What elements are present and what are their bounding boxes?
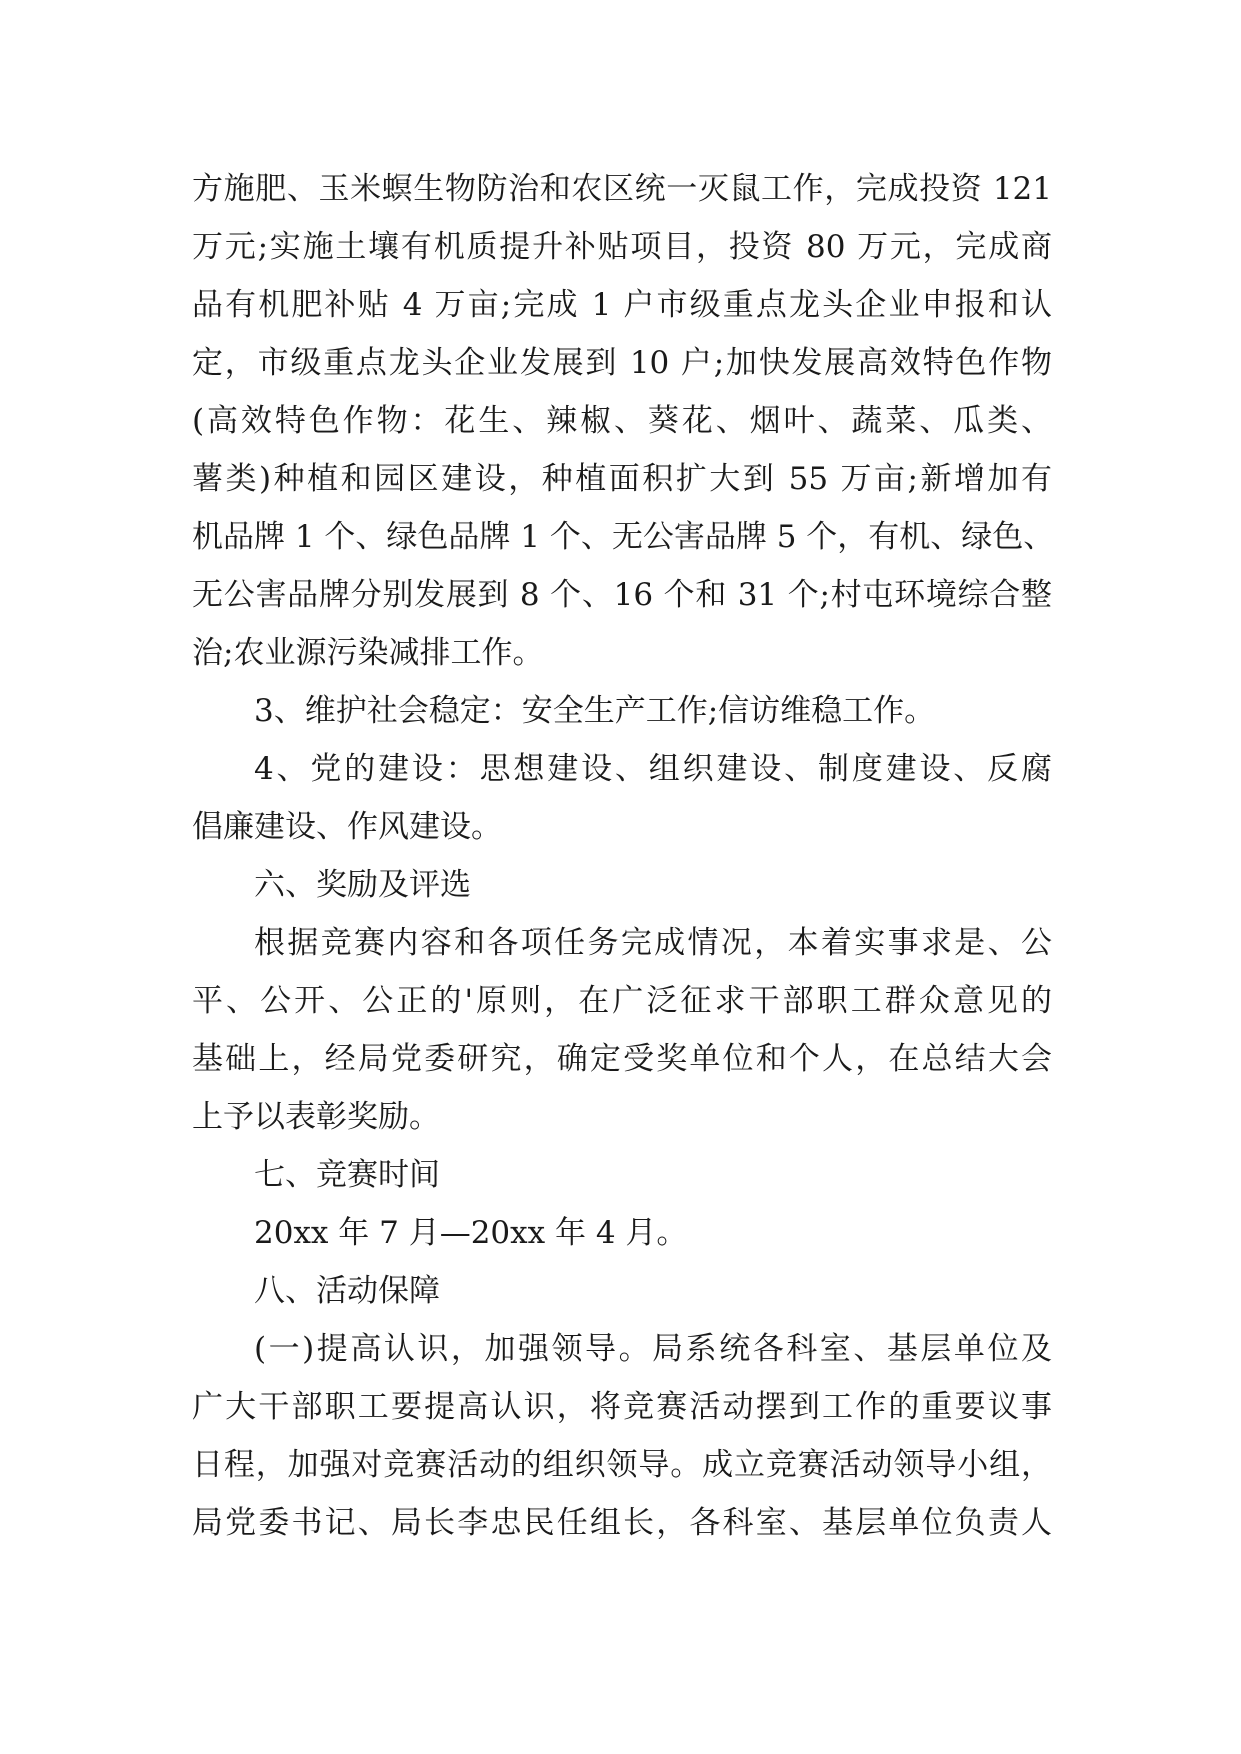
text-line: 方施肥、玉米螟生物防治和农区统一灭鼠工作，完成投资 121 [192,171,1052,207]
text-line: 根据竞赛内容和各项任务完成情况，本着实事求是、公 [254,925,1052,961]
paragraph-heading: 4、党的建设：思想建设、组织建设、制度建设、反腐 [254,751,1052,787]
text-line: 薯类)种植和园区建设，种植面积扩大到 55 万亩;新增加有 [192,461,1052,497]
text-line: 平、公开、公正的'原则，在广泛征求干部职工群众意见的 [192,983,1052,1019]
text-line: 日程，加强对竞赛活动的组织领导。成立竞赛活动领导小组， [192,1447,1052,1483]
text-line: 广大干部职工要提高认识，将竞赛活动摆到工作的重要议事 [192,1389,1052,1425]
text-line: 局党委书记、局长李忠民任组长，各科室、基层单位负责人 [192,1505,1052,1541]
text-line: 机品牌 1 个、绿色品牌 1 个、无公害品牌 5 个，有机、绿色、 [192,519,1055,555]
text-line: (一)提高认识，加强领导。局系统各科室、基层单位及 [254,1331,1052,1367]
text-line: 治;农业源污染减排工作。 [192,635,544,671]
text-line: 上予以表彰奖励。 [192,1099,440,1135]
text-line: 20xx 年 7 月—20xx 年 4 月。 [254,1215,688,1251]
section-heading: 六、奖励及评选 [254,867,471,903]
text-line: (高效特色作物：花生、辣椒、葵花、烟叶、蔬菜、瓜类、 [192,403,1052,439]
text-line: 万元;实施土壤有机质提升补贴项目，投资 80 万元，完成商 [192,229,1052,265]
section-heading: 八、活动保障 [254,1273,440,1309]
paragraph-heading: 3、维护社会稳定：安全生产工作;信访维稳工作。 [254,693,936,729]
text-line: 倡廉建设、作风建设。 [192,809,502,845]
text-line: 定，市级重点龙头企业发展到 10 户;加快发展高效特色作物 [192,345,1052,381]
text-line: 无公害品牌分别发展到 8 个、16 个和 31 个;村屯环境综合整 [192,577,1052,613]
text-line: 基础上，经局党委研究，确定受奖单位和个人，在总结大会 [192,1041,1052,1077]
text-line: 品有机肥补贴 4 万亩;完成 1 户市级重点龙头企业申报和认 [192,287,1052,323]
section-heading: 七、竞赛时间 [254,1157,440,1193]
